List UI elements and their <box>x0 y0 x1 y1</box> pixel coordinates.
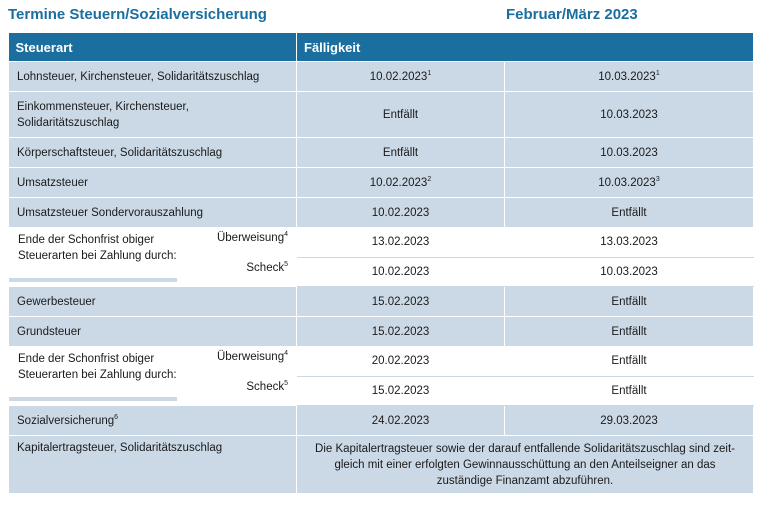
row-label: Gewerbesteuer <box>9 287 297 317</box>
row-label: Sozialversicherung$^6$ <box>9 406 297 436</box>
table-row <box>9 198 754 228</box>
ueberweisung-label: Überweisung$^4$ <box>216 231 288 244</box>
row-label: Umsatzsteuer Sondervorauszahlung <box>9 198 297 228</box>
date-march: Entfällt <box>505 376 754 406</box>
date-february: 15.02.2023 <box>297 376 505 406</box>
date-february: 10.02.2023 <box>297 257 505 287</box>
table-row <box>9 317 754 347</box>
schonfrist-label-cell <box>9 347 297 406</box>
scheck-label: Scheck$^5$ <box>246 380 288 393</box>
column-header-faelligkeit: Fälligkeit <box>297 33 754 62</box>
table-row <box>9 406 754 436</box>
table-row <box>9 287 754 317</box>
date-march: Entfällt <box>505 347 754 377</box>
table-row <box>9 62 754 92</box>
date-march: 10.03.2023$^3$ <box>505 168 754 198</box>
date-march: 13.03.2023 <box>505 228 754 258</box>
date-march: Entfällt <box>505 317 754 347</box>
column-header-steuerart: Steuerart <box>9 33 297 62</box>
date-march: Entfällt <box>505 198 754 228</box>
table-row <box>9 138 754 168</box>
scheck-label: Scheck$^5$ <box>246 261 288 274</box>
date-february: 10.02.2023$^1$ <box>297 62 505 92</box>
schonfrist-label-cell <box>9 228 297 287</box>
date-february: 10.02.2023 <box>297 198 505 228</box>
label-underline-bar <box>9 397 177 401</box>
table-row <box>9 92 754 138</box>
ueberweisung-label: Überweisung$^4$ <box>216 350 288 363</box>
page-title: Termine Steuern/Sozialversicherung <box>8 6 267 23</box>
date-february: Entfällt <box>297 138 505 168</box>
date-february: 24.02.2023 <box>297 406 505 436</box>
row-label: Grundsteuer <box>9 317 297 347</box>
date-march: Entfällt <box>505 287 754 317</box>
date-february: Entfällt <box>297 92 505 138</box>
date-february: 15.02.2023 <box>297 287 505 317</box>
schonfrist-label: Ende der Schonfrist obiger Steuerarten bei Zahlung durch: <box>18 353 177 381</box>
table-header-row <box>9 33 754 62</box>
table-row <box>9 436 754 494</box>
date-march: 10.03.2023 <box>505 92 754 138</box>
schonfrist-ueberweisung-row <box>9 347 754 377</box>
table-row <box>9 168 754 198</box>
date-march: 29.03.2023 <box>505 406 754 436</box>
period-title: Februar/März 2023 <box>506 6 638 23</box>
row-label: Lohnsteuer, Kirchensteuer, Solidaritätszuschlag <box>9 62 297 92</box>
date-march: 10.03.2023 <box>505 138 754 168</box>
row-label: Körperschaftsteuer, Solidaritätszuschlag <box>9 138 297 168</box>
date-february: 15.02.2023 <box>297 317 505 347</box>
schonfrist-label: Ende der Schonfrist obiger Steuerarten bei Zahlung durch: <box>18 234 177 262</box>
date-march: 10.03.2023$^1$ <box>505 62 754 92</box>
page-header <box>8 6 748 26</box>
date-february: 10.02.2023$^2$ <box>297 168 505 198</box>
schonfrist-ueberweisung-row <box>9 228 754 258</box>
row-label: Kapitalertragsteuer, Solidaritätszuschlag <box>9 436 297 494</box>
kapitalertrag-note: Die Kapitalertragsteuer sowie der darauf entfallende Solidaritätszuschlag sind zeit-gleich mit einer erfolgten Gewinnausschüttung an den Anteilseigner an das zuständige Finanzamt abzuführen. <box>297 436 754 494</box>
label-underline-bar <box>9 278 177 282</box>
date-february: 20.02.2023 <box>297 347 505 377</box>
tax-deadlines-table <box>8 33 754 494</box>
row-label: Einkommensteuer, Kirchensteuer, Solidaritätszuschlag <box>9 92 297 138</box>
row-label: Umsatzsteuer <box>9 168 297 198</box>
date-february: 13.02.2023 <box>297 228 505 258</box>
date-march: 10.03.2023 <box>505 257 754 287</box>
